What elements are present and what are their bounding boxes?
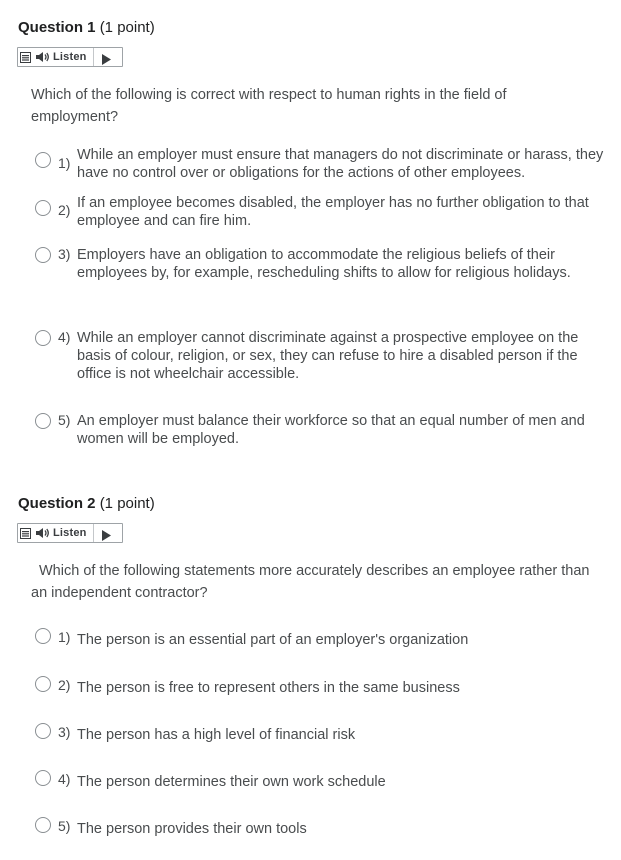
q1-option-3-radio[interactable] [35, 247, 51, 263]
question-1-stem: Which of the following is correct with respect to human rights in the field of employment? [31, 87, 507, 125]
q1-option-3-number: 3) [58, 246, 71, 262]
play-icon[interactable] [102, 528, 111, 546]
q1-option-1-number: 1) [58, 155, 71, 171]
q2-option-5-number: 5) [58, 818, 71, 834]
question-2-stem: Which of the following statements more accurately describes an employee rather than an independent contractor? [31, 563, 590, 601]
q1-option-2-radio[interactable] [35, 200, 51, 216]
play-icon[interactable] [102, 52, 111, 70]
q2-option-2-text[interactable]: The person is free to represent others in the same business [77, 680, 460, 696]
q2-option-5-radio[interactable] [35, 817, 51, 833]
q1-option-4-number: 4) [58, 329, 71, 345]
q1-option-2-number: 2) [58, 202, 71, 218]
q1-option-4-text[interactable]: While an employer cannot discriminate against a prospective employee on the basis of colour, religion, or sex, they can refuse to hire a disabled person if the office is not wheelchair accessible. [77, 330, 579, 382]
q1-option-3-text[interactable]: Employers have an obligation to accommodate the religious beliefs of their employees by, for example, rescheduling shifts to allow for religious holidays. [77, 247, 571, 281]
q2-option-4-radio[interactable] [35, 770, 51, 786]
listen-label: Listen [53, 51, 87, 63]
listen-label: Listen [53, 527, 87, 539]
q2-option-3-radio[interactable] [35, 723, 51, 739]
q2-option-4-text[interactable]: The person determines their own work schedule [77, 774, 386, 790]
q2-option-5-text[interactable]: The person provides their own tools [77, 821, 307, 837]
q1-option-1-radio[interactable] [35, 152, 51, 168]
q2-option-4-number: 4) [58, 771, 71, 787]
menu-icon[interactable] [18, 48, 32, 66]
listen-button-q2[interactable] [17, 523, 123, 543]
q1-option-2-text[interactable]: If an employee becomes disabled, the employer has no further obligation to that employee and can fire him. [77, 195, 589, 229]
speaker-icon [35, 51, 50, 63]
question-2-title: Question 2 (1 point) [18, 495, 155, 512]
q2-option-2-number: 2) [58, 677, 71, 693]
q2-option-1-text[interactable]: The person is an essential part of an employer's organization [77, 632, 469, 648]
q2-option-3-text[interactable]: The person has a high level of financial risk [77, 727, 356, 743]
q1-option-5-number: 5) [58, 412, 71, 428]
listen-divider [93, 524, 94, 542]
listen-button-q1[interactable] [17, 47, 123, 67]
q2-option-2-radio[interactable] [35, 676, 51, 692]
q1-option-4-radio[interactable] [35, 330, 51, 346]
q2-option-1-number: 1) [58, 629, 71, 645]
listen-divider [93, 48, 94, 66]
q1-option-5-text[interactable]: An employer must balance their workforce so that an equal number of men and women will be employed. [77, 413, 585, 447]
q1-option-1-text[interactable]: While an employer must ensure that managers do not discriminate or harass, they have no control over or obligations for the actions of other employees. [77, 147, 604, 181]
q2-option-1-radio[interactable] [35, 628, 51, 644]
q2-option-3-number: 3) [58, 724, 71, 740]
menu-icon[interactable] [18, 524, 32, 542]
q1-option-5-radio[interactable] [35, 413, 51, 429]
speaker-icon [35, 527, 50, 539]
question-1-title: Question 1 (1 point) [18, 19, 155, 36]
